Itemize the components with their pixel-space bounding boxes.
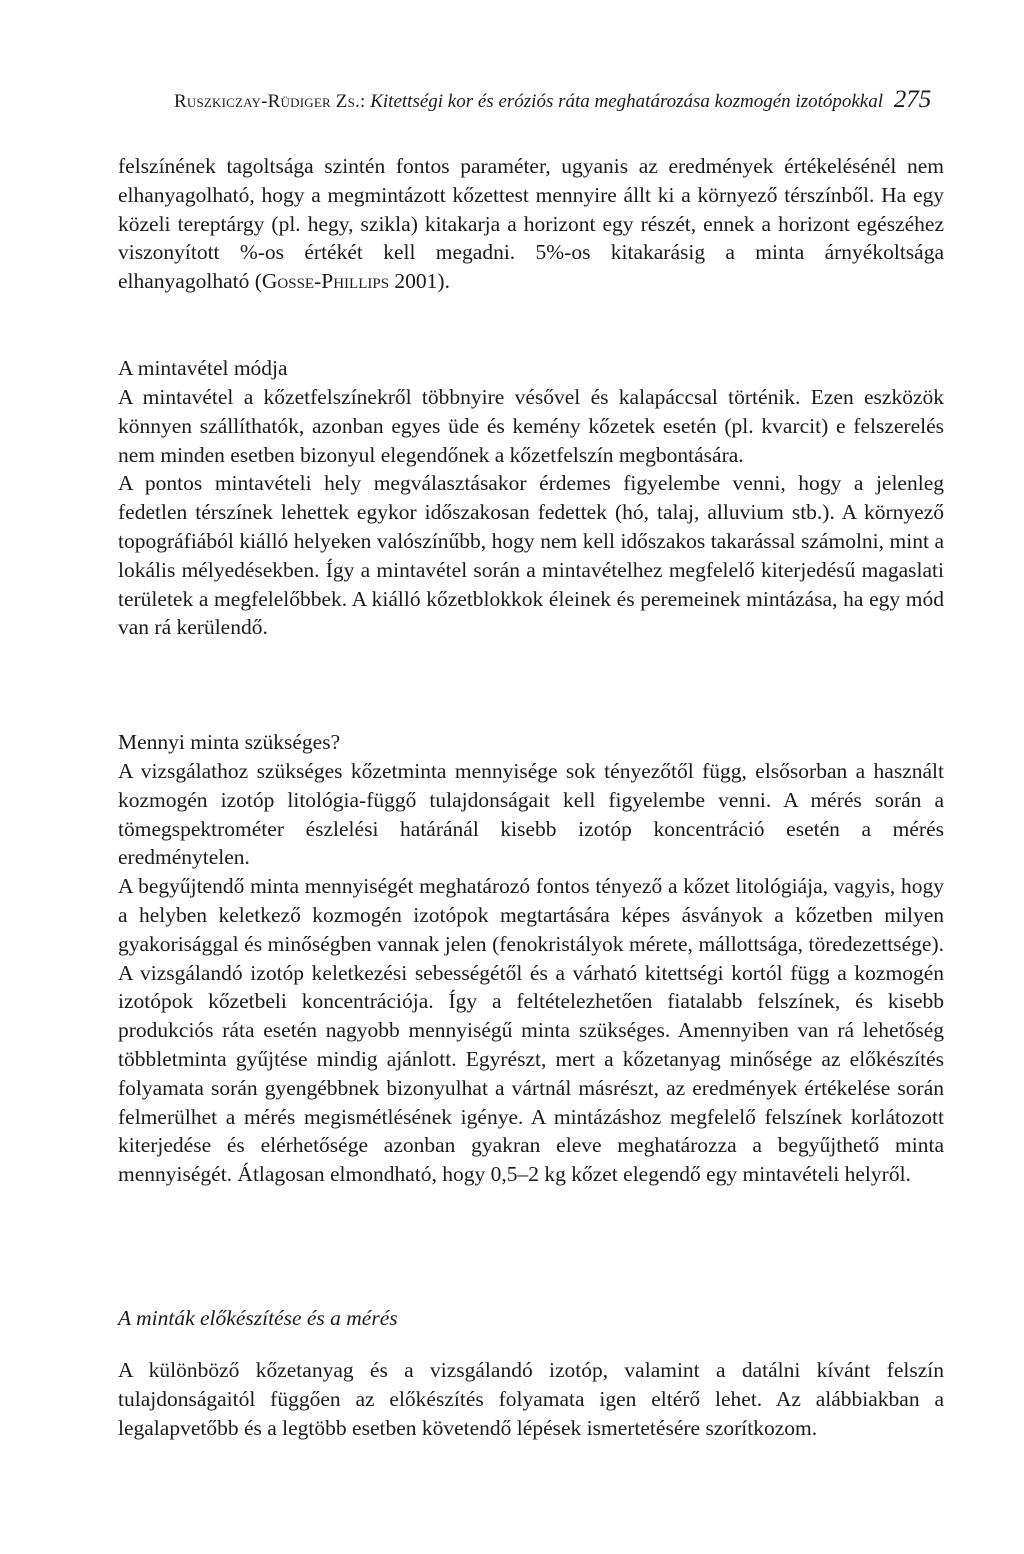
running-head-author: Ruszkiczay-Rüdiger Zs.:	[174, 91, 366, 112]
paragraph: A vizsgálathoz szükséges kőzetminta mennyisége sok tényezőtől függ, elsősorban a használt kozmogén izotóp litológia-függő tulajdonságait kell figyelembe venni. A mérés során a tömegspektrométer észlelési határánál kisebb izotóp koncentráció esetén a mérés eredménytelen.	[118, 759, 944, 870]
section-amount-body	[118, 757, 944, 1189]
running-head-title: Kitettségi kor és eróziós ráta meghatározása kozmogén izotópokkal	[370, 91, 884, 112]
paragraph-text: felszínének tagoltsága szintén fontos paraméter, ugyanis az eredmények értékelésénél nem elhanyagolható, hogy a megmintázott kőzettest mennyire állt ki a környező térszínből. Ha egy közeli tereptárgy (pl. hegy, szikla) kitakarja a horizont egy részét, ennek a horizont egészéhez viszonyított %-os értékét kell megadni. 5%-os kitakarásig a minta árnyékoltsága elhanyagolható (	[118, 154, 944, 294]
paragraph: A pontos mintavételi hely megválasztásakor érdemes figyelembe venni, hogy a jelenleg fedetlen térszínek lehettek egykor időszakosan fedettek (hó, talaj, alluvium stb.). A környező topográfiából kiálló helyeken valószínűbb, hogy nem kell időszakos takarással számolni, mint a lokális mélyedésekben. Így a mintavétel során a mintavételhez megfelelő kiterjedésű magaslati területek a megfelelőbbek. A kiálló kőzetblokkok éleinek és peremeinek mintázása, ha egy mód van rá kerülendő.	[118, 471, 944, 640]
paragraph	[118, 152, 944, 296]
running-head	[174, 88, 960, 114]
section-sampling-body	[118, 383, 944, 642]
paragraph: A begyűjtendő minta mennyiségét meghatározó fontos tényező a kőzet litológiája, vagyis, hogy a helyben keletkező kozmogén izotópok megtartására képes ásványok a kőzetben milyen gyakorisággal és minőségben vannak jelen (fenokristályok mérete, mállottsága, töredezettsége). A vizsgálandó izotóp keletkezési sebességétől és a várható kitettségi kortól függ a kozmogén izotópok kőzetbeli koncentrációja. Így a feltételezhetően fiatalabb felszínek, és kisebb produkciós ráta esetén nagyobb mennyiségű minta szükséges. Amennyiben van rá lehetőség többletminta gyűjtése mindig ajánlott. Egyrészt, mert a kőzetanyag minősége az előkészítés folyamata során gyengébbnek bizonyulhat a vártnál másrészt, az eredmények értékelése során felmerülhet a mérés megismétlésének igénye. A mintázáshoz megfelelő felszínek korlátozott kiterjedése és elérhetősége azonban gyakran eleve meghatározza a begyűjthető minta mennyiségét. Átlagosan elmondható, hogy 0,5–2 kg kőzet elegendő egy mintavételi helyről.	[118, 874, 944, 1187]
paragraph: A mintavétel a kőzetfelszínekről többnyire vésővel és kalapáccsal történik. Ezen eszközök könnyen szállíthatók, azonban egyes üde és kemény kőzetek esetén (pl. kvarcit) e felszerelés nem minden esetben bizonyul elegendőnek a kőzetfelszín megbontására.	[118, 385, 944, 467]
page-number: 275	[893, 86, 932, 113]
paragraph-surface-relief	[118, 152, 944, 296]
section-heading-preparation: A minták előkészítése és a mérés	[118, 1306, 398, 1330]
section-heading-sampling: A mintavétel módja	[118, 356, 288, 380]
section-heading-amount: Mennyi minta szükséges?	[118, 730, 341, 754]
section-preparation-body	[118, 1356, 944, 1442]
citation-author: Gosse-Phillips	[261, 269, 390, 294]
paragraph: A különböző kőzetanyag és a vizsgálandó izotóp, valamint a datálni kívánt felszín tulajdonságaitól függően az előkészítés folyamata igen eltérő lehet. Az alábbiakban a legalapvetőbb és a legtöbb esetben követendő lépések ismertetésére szorítkozom.	[118, 1358, 944, 1440]
citation-year: 2001).	[389, 269, 450, 294]
